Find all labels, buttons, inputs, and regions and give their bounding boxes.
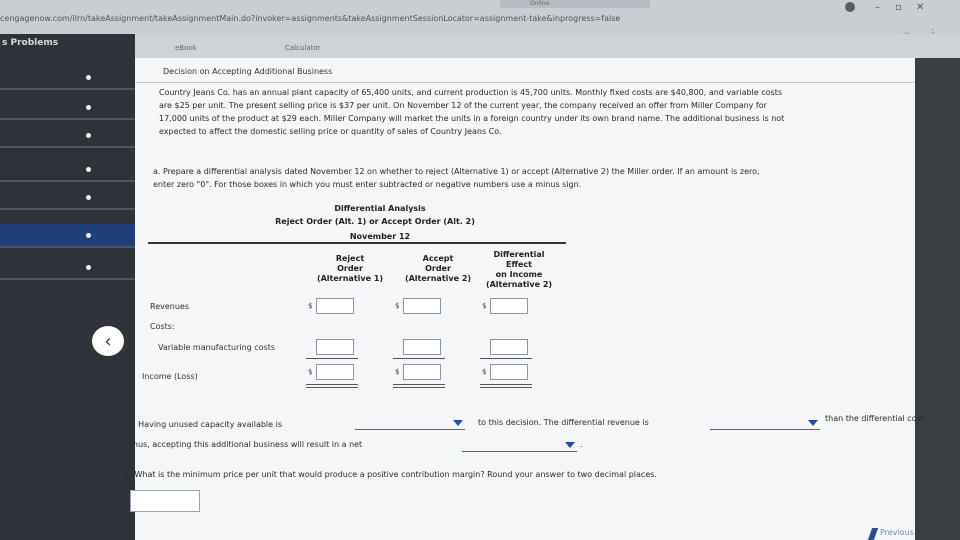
currency-symbol: $: [482, 368, 487, 376]
col-line: Differential: [493, 250, 545, 259]
column-header-differential: [478, 250, 560, 290]
revenues-differential-input[interactable]: [490, 298, 528, 314]
dropdown-caret-icon: [565, 442, 575, 448]
question-a-instructions: [153, 165, 923, 191]
problem-paragraph: [159, 86, 919, 138]
minimize-button[interactable]: –: [875, 2, 880, 13]
col-line: (Alternative 1): [316, 274, 384, 283]
currency-symbol: $: [123, 497, 129, 506]
total-double-rule: [306, 387, 358, 388]
right-gutter: [915, 58, 960, 540]
col-line: Order: [337, 264, 363, 273]
analysis-title: Differential Analysis: [334, 204, 426, 213]
currency-symbol: $: [308, 302, 313, 310]
total-double-rule: [306, 384, 358, 385]
problem-header: [135, 58, 915, 83]
item-dot-icon: [86, 233, 91, 238]
close-button[interactable]: ✕: [916, 2, 925, 13]
sidebar-item-2[interactable]: [0, 96, 135, 120]
item-dot-icon: [86, 105, 91, 110]
row-label-revenues: Revenues: [150, 302, 190, 311]
resource-tabs: [135, 34, 960, 58]
restore-button[interactable]: ▫: [895, 2, 902, 13]
income-reject-input[interactable]: [316, 364, 354, 380]
tab-title: Online: [530, 0, 550, 7]
para-line: Country Jeans Co. has an annual plant capacity of 65,400 units, and current production is 45,700 units. Monthly fixed costs are $40,800, and variable costs: [159, 88, 783, 97]
col-line: (Alternative 2): [485, 280, 553, 289]
row-label-costs: Costs:: [150, 322, 175, 331]
chevron-left-icon: ‹: [104, 330, 112, 352]
question-c-text: c. What is the minimum price per unit that would produce a positive contribution margin? Round your answer to two decimal places.: [125, 470, 657, 479]
row-label-variable-costs: Variable manufacturing costs: [158, 343, 276, 352]
sidebar-item-4[interactable]: [0, 158, 135, 182]
question-b-text: to this decision. The differential revenue is: [478, 418, 649, 427]
sidebar-item-3[interactable]: [0, 124, 135, 148]
capacity-relevance-dropdown[interactable]: [355, 416, 465, 430]
currency-symbol: $: [395, 302, 400, 310]
problems-sidebar: [0, 34, 135, 540]
para-line: 17,000 units of the product at $29 each. Miller Company will market the units in a foreign country under its own brand name. The additional business is not: [159, 114, 785, 123]
minimum-price-input[interactable]: [130, 490, 200, 512]
col-line: Order: [425, 264, 451, 273]
col-line: Reject: [335, 254, 365, 263]
net-result-dropdown[interactable]: [462, 438, 577, 452]
item-dot-icon: [86, 167, 91, 172]
currency-symbol: $: [395, 368, 400, 376]
currency-symbol: $: [308, 368, 313, 376]
question-b-text: b. Having unused capacity available is: [128, 420, 283, 429]
revenue-comparison-dropdown[interactable]: [710, 416, 820, 430]
variable-costs-reject-input[interactable]: [316, 339, 354, 355]
item-dot-icon: [86, 133, 91, 138]
total-double-rule: [393, 384, 445, 385]
col-line: Accept: [422, 254, 454, 263]
revenues-reject-input[interactable]: [316, 298, 354, 314]
browser-tab[interactable]: [500, 0, 650, 8]
item-dot-icon: [86, 75, 91, 80]
tab-calculator[interactable]: Calculator: [285, 44, 321, 52]
question-b-text: Thus, accepting this additional business will result in a net: [128, 440, 363, 449]
back-button[interactable]: [90, 324, 126, 358]
tab-ebook[interactable]: eBook: [175, 44, 197, 52]
column-header-accept: [394, 254, 482, 284]
table-top-rule: [148, 242, 566, 244]
currency-symbol: $: [482, 302, 487, 310]
instruction-line: a. Prepare a differential analysis dated November 12 on whether to reject (Alternative 1) or accept (Alternative 2) the Miller order. If an amount is zero,: [153, 167, 760, 176]
column-header-reject: [306, 254, 394, 284]
col-line: (Alternative 2): [404, 274, 472, 283]
row-label-income: Income (Loss): [142, 372, 198, 381]
para-line: are $25 per unit. The present selling price is $37 per unit. On November 12 of the current year, the company received an offer from Miller Company for: [159, 101, 767, 110]
question-b-text: than the differential cost.: [825, 414, 927, 423]
col-line: on Income: [495, 270, 543, 279]
browser-chrome: [0, 0, 960, 34]
sidebar-item-5[interactable]: [0, 186, 135, 210]
item-dot-icon: [86, 265, 91, 270]
variable-costs-differential-input[interactable]: [490, 339, 528, 355]
revenues-accept-input[interactable]: [403, 298, 441, 314]
question-b-period: .: [580, 440, 583, 449]
total-double-rule: [393, 387, 445, 388]
sidebar-item-7[interactable]: [0, 256, 135, 280]
income-accept-input[interactable]: [403, 364, 441, 380]
sidebar-title: s Problems: [2, 38, 59, 48]
previous-button[interactable]: Previous: [880, 528, 914, 537]
sidebar-item-1[interactable]: [0, 66, 135, 90]
instruction-line: enter zero "0". For those boxes in which you must enter subtracted or negative numbers use a minus sign.: [153, 180, 582, 189]
subtotal-rule: [393, 358, 445, 359]
dropdown-caret-icon: [453, 420, 463, 426]
analysis-subtitle: Reject Order (Alt. 1) or Accept Order (Alt. 2): [275, 217, 475, 226]
col-line: Effect: [506, 260, 532, 269]
subtotal-rule: [306, 358, 358, 359]
dropdown-caret-icon: [808, 420, 818, 426]
profile-icon[interactable]: [845, 2, 855, 12]
subtotal-rule: [480, 358, 532, 359]
problem-title: Decision on Accepting Additional Business: [163, 67, 333, 76]
total-double-rule: [480, 384, 532, 385]
income-differential-input[interactable]: [490, 364, 528, 380]
variable-costs-accept-input[interactable]: [403, 339, 441, 355]
item-dot-icon: [86, 195, 91, 200]
sidebar-item-6-active[interactable]: [0, 224, 135, 248]
analysis-date: November 12: [349, 232, 411, 241]
address-bar[interactable]: cengagenow.com/ilrn/takeAssignment/takeAssignmentMain.do?invoker=assignments&takeAssignmentSessionLocator=assignment-take&inprogress=false: [0, 14, 621, 23]
total-double-rule: [480, 387, 532, 388]
para-line: expected to affect the domestic selling price or quantity of sales of Country Jeans Co.: [159, 127, 502, 136]
